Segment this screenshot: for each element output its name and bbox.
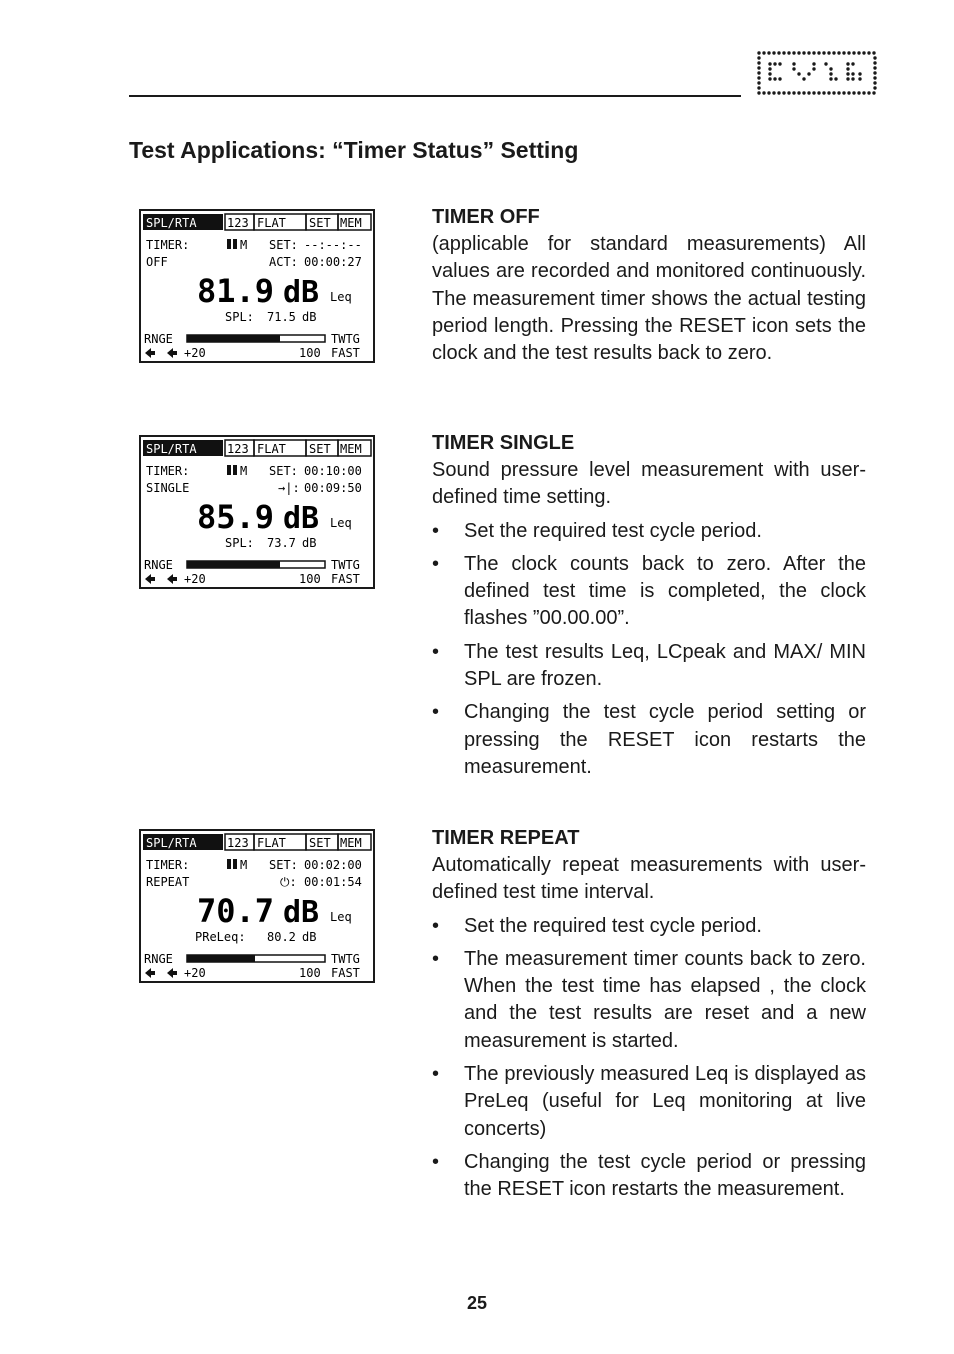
- pause-icon: [227, 858, 247, 872]
- weight-label: TWTG: [331, 332, 360, 346]
- list-item: • Changing the test cycle period or pressing the RESET icon restarts the measurement.: [432, 1150, 866, 1201]
- range-label: RNGE: [144, 332, 173, 346]
- reading-unit: dB: [283, 275, 320, 310]
- bullet-icon: •: [432, 947, 440, 970]
- act-value: 00:09:50: [304, 481, 362, 495]
- reading-sub-unit: Leq: [330, 290, 352, 304]
- section-timer-single: [432, 430, 866, 781]
- set-value: --:--:--: [304, 238, 362, 252]
- bullet-icon: •: [432, 914, 440, 937]
- weight-value: FAST: [331, 572, 360, 586]
- set-label: SET:: [269, 858, 298, 872]
- sub-label: SPL:: [225, 310, 254, 324]
- range-left: +20: [184, 572, 206, 586]
- tab-mem: MEM: [340, 216, 362, 230]
- weight-label: TWTG: [331, 952, 360, 966]
- arrow-left-icon: [145, 968, 177, 978]
- sub-value: 73.7: [267, 536, 296, 550]
- bullet-icon: •: [432, 1063, 440, 1086]
- reading-unit: dB: [283, 895, 320, 930]
- reading-value: 81.9: [197, 272, 275, 310]
- range-label: RNGE: [144, 952, 173, 966]
- lcd-screen-timer-single: [139, 435, 375, 589]
- svg-text:M: M: [240, 464, 248, 478]
- list-item: • The previously measured Leq is displayed as PreLeq (useful for Leq monitoring at live concerts): [432, 1063, 866, 1140]
- section-timer-repeat: [432, 825, 866, 1204]
- tab-123: 123: [227, 216, 249, 230]
- lcd-screen-timer-off: [139, 209, 375, 363]
- timer-label: TIMER:: [146, 238, 190, 252]
- section-intro: Automatically repeat measurements with user-defined test time interval.: [432, 854, 866, 904]
- bullet-list: [432, 913, 866, 1204]
- bullet-icon: •: [432, 701, 440, 724]
- page-number: 25: [466, 1293, 488, 1313]
- reading-value: 70.7: [197, 892, 275, 930]
- weight-value: FAST: [331, 346, 360, 360]
- arrow-left-icon: [145, 348, 177, 358]
- list-item: • Set the required test cycle period.: [432, 913, 866, 940]
- act-value: 00:01:54: [304, 875, 362, 889]
- act-value: 00:00:27: [304, 255, 362, 269]
- set-value: 00:10:00: [304, 464, 362, 478]
- section-timer-off: [432, 204, 866, 367]
- timer-label: TIMER:: [146, 464, 190, 478]
- set-label: SET:: [269, 464, 298, 478]
- level-bar-fill: [187, 335, 280, 342]
- bullet-icon: •: [432, 1150, 440, 1173]
- timer-label: TIMER:: [146, 858, 190, 872]
- brand-logo-icon: [756, 50, 878, 96]
- section-intro: Sound pressure level measurement with user-defined time setting.: [432, 459, 866, 509]
- section-heading: TIMER OFF: [432, 206, 540, 228]
- sub-label: SPL:: [225, 536, 254, 550]
- list-item: • The measurement timer counts back to zero. When the test time has elapsed , the clock and the test results are reset and a new measurement is started.: [432, 947, 866, 1052]
- sub-unit: dB: [302, 310, 317, 324]
- section-heading: TIMER SINGLE: [432, 432, 575, 454]
- range-left: +20: [184, 346, 206, 360]
- section-intro: (applicable for standard measurements) All values are recorded and monitored continuously. The measurement timer shows the actual testing period length. Pressing the RESET icon sets the clock and the test results back to zero.: [432, 233, 866, 365]
- range-right: 100: [299, 966, 321, 980]
- range-right: 100: [299, 346, 321, 360]
- tab-mem: MEM: [340, 836, 362, 850]
- tab-spl-rta: SPL/RTA: [146, 216, 197, 230]
- weight-value: FAST: [331, 966, 360, 980]
- list-item: • The test results Leq, LCpeak and MAX/ MIN SPL are frozen.: [432, 640, 866, 691]
- range-left: +20: [184, 966, 206, 980]
- tab-set: SET: [309, 216, 331, 230]
- countdown-icon: →|:: [278, 481, 300, 495]
- set-value: 00:02:00: [304, 858, 362, 872]
- svg-text:M: M: [240, 238, 248, 252]
- bullet-icon: •: [432, 519, 440, 542]
- timer-mode: OFF: [146, 255, 168, 269]
- sub-unit: dB: [302, 536, 317, 550]
- list-item: • Set the required test cycle period.: [432, 518, 866, 545]
- weight-label: TWTG: [331, 558, 360, 572]
- pause-icon: [227, 464, 247, 478]
- sub-value: 71.5: [267, 310, 296, 324]
- reading-sub-unit: Leq: [330, 910, 352, 924]
- header-rule: [129, 95, 741, 97]
- pause-icon: [227, 238, 247, 252]
- bullet-list: [432, 518, 866, 782]
- range-right: 100: [299, 572, 321, 586]
- tab-123: 123: [227, 836, 249, 850]
- page-title: Test Applications: “Timer Status” Setting: [129, 137, 579, 163]
- arrow-left-icon: [145, 574, 177, 584]
- timer-mode: SINGLE: [146, 481, 190, 495]
- timer-mode: REPEAT: [146, 875, 190, 889]
- list-item: • The clock counts back to zero. After the defined test time is completed, the clock flashes ”00.00.00”.: [432, 552, 866, 630]
- section-heading: TIMER REPEAT: [432, 827, 580, 849]
- bullet-icon: •: [432, 640, 440, 663]
- tab-set: SET: [309, 836, 331, 850]
- set-label: SET:: [269, 238, 298, 252]
- tab-flat: FLAT: [257, 442, 286, 456]
- range-label: RNGE: [144, 558, 173, 572]
- sub-value: 80.2: [267, 930, 296, 944]
- reading-value: 85.9: [197, 498, 275, 536]
- tab-flat: FLAT: [257, 216, 286, 230]
- tab-mem: MEM: [340, 442, 362, 456]
- tab-123: 123: [227, 442, 249, 456]
- svg-text:M: M: [240, 858, 248, 872]
- lcd-screen-timer-repeat: [139, 829, 375, 983]
- reading-unit: dB: [283, 501, 320, 536]
- act-label: ACT:: [269, 255, 298, 269]
- list-item: • Changing the test cycle period setting or pressing the RESET icon restarts the measurement.: [432, 701, 866, 778]
- tab-spl-rta: SPL/RTA: [146, 442, 197, 456]
- tab-set: SET: [309, 442, 331, 456]
- sub-unit: dB: [302, 930, 317, 944]
- tab-spl-rta: SPL/RTA: [146, 836, 197, 850]
- tab-flat: FLAT: [257, 836, 286, 850]
- bullet-icon: •: [432, 552, 440, 575]
- reading-sub-unit: Leq: [330, 516, 352, 530]
- repeat-icon: ⏻:: [280, 875, 297, 889]
- sub-label: PReLeq:: [195, 930, 246, 944]
